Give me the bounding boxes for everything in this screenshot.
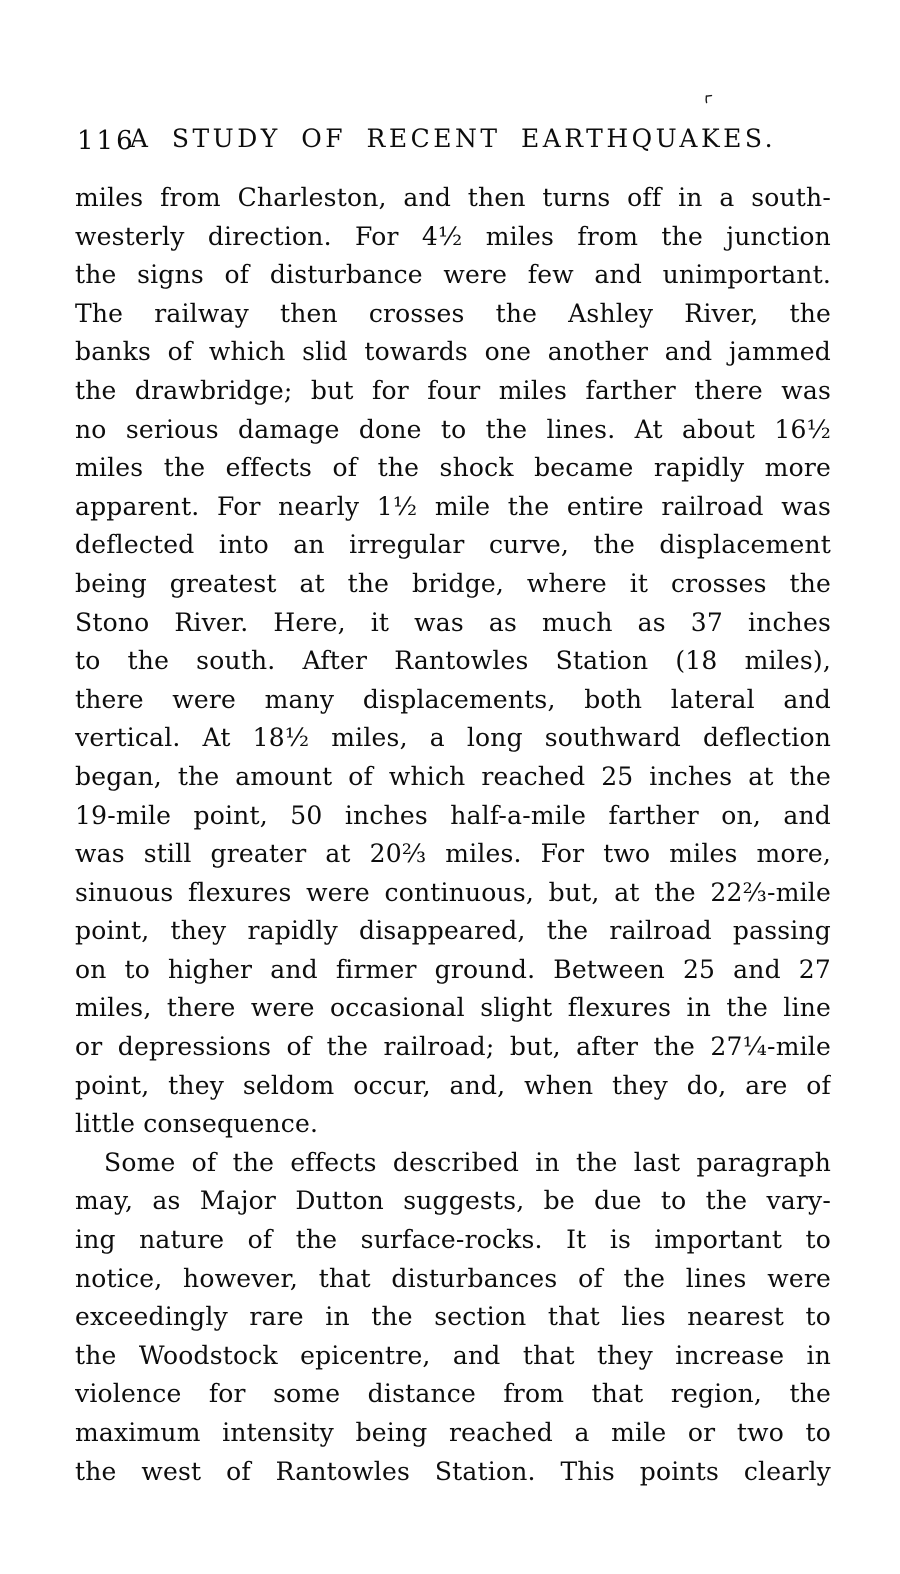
text-line: on to higher and firmer ground. Between 25 and 27 xyxy=(75,954,831,984)
text-line: may, as Major Dutton suggests, be due to the vary- xyxy=(75,1186,831,1216)
text-line: no serious damage done to the lines. At about 16½ xyxy=(75,414,831,444)
text-line: vertical. At 18½ miles, a long southward deflection xyxy=(75,723,831,753)
text-line: was still greater at 20⅔ miles. For two miles more, xyxy=(75,839,831,869)
text-line: ing nature of the surface-rocks. It is important to xyxy=(75,1225,831,1255)
page-number: 116 xyxy=(77,126,136,156)
text-line: or depressions of the railroad; but, after the 27¼-mile xyxy=(75,1032,831,1062)
text-line: exceedingly rare in the section that lies nearest to xyxy=(75,1302,831,1332)
text-line: banks of which slid towards one another and jammed xyxy=(75,337,831,367)
text-line: to the south. After Rantowles Station (18 miles), xyxy=(75,646,831,676)
text-line: being greatest at the bridge, where it crosses the xyxy=(75,568,831,598)
body-text xyxy=(75,179,831,1491)
text-line: Stono River. Here, it was as much as 37 inches xyxy=(75,607,831,637)
text-line: the signs of disturbance were few and unimportant. xyxy=(75,260,831,290)
text-line: sinuous flexures were continuous, but, at the 22⅔-mile xyxy=(75,877,831,907)
text-line: point, they seldom occur, and, when they do, are of xyxy=(75,1070,831,1100)
text-line: little consequence. xyxy=(75,1109,319,1139)
text-line: began, the amount of which reached 25 inches at the xyxy=(75,761,831,791)
text-line: Some of the effects described in the last paragraph xyxy=(104,1147,831,1177)
scan-speck-icon xyxy=(704,93,713,104)
text-line: miles, there were occasional slight flexures in the line xyxy=(75,993,831,1023)
text-line: apparent. For nearly 1½ mile the entire railroad was xyxy=(75,491,831,521)
text-line: miles from Charleston, and then turns off in a south- xyxy=(75,183,831,212)
text-line: miles the effects of the shock became rapidly more xyxy=(75,453,831,483)
text-line: the Woodstock epicentre, and that they increase in xyxy=(75,1340,831,1370)
text-line: the west of Rantowles Station. This points clearly xyxy=(75,1456,831,1486)
text-line: the drawbridge; but for four miles farther there was xyxy=(75,375,831,405)
text-line: violence for some distance from that region, the xyxy=(75,1379,831,1409)
text-line: The railway then crosses the Ashley River, the xyxy=(75,298,831,328)
text-line: 19-mile point, 50 inches half-a-mile farther on, and xyxy=(75,800,831,830)
running-head xyxy=(75,124,831,156)
text-line: westerly direction. For 4½ miles from the junction xyxy=(75,221,831,251)
chapter-running-title: A STUDY OF RECENT EARTHQUAKES. xyxy=(129,124,777,153)
text-line: there were many displacements, both lateral and xyxy=(75,684,831,714)
text-line: maximum intensity being reached a mile or two to xyxy=(75,1418,831,1447)
text-line: deflected into an irregular curve, the displacement xyxy=(75,530,831,560)
text-line: notice, however, that disturbances of the lines were xyxy=(75,1263,831,1293)
text-line: point, they rapidly disappeared, the railroad passing xyxy=(75,916,831,946)
